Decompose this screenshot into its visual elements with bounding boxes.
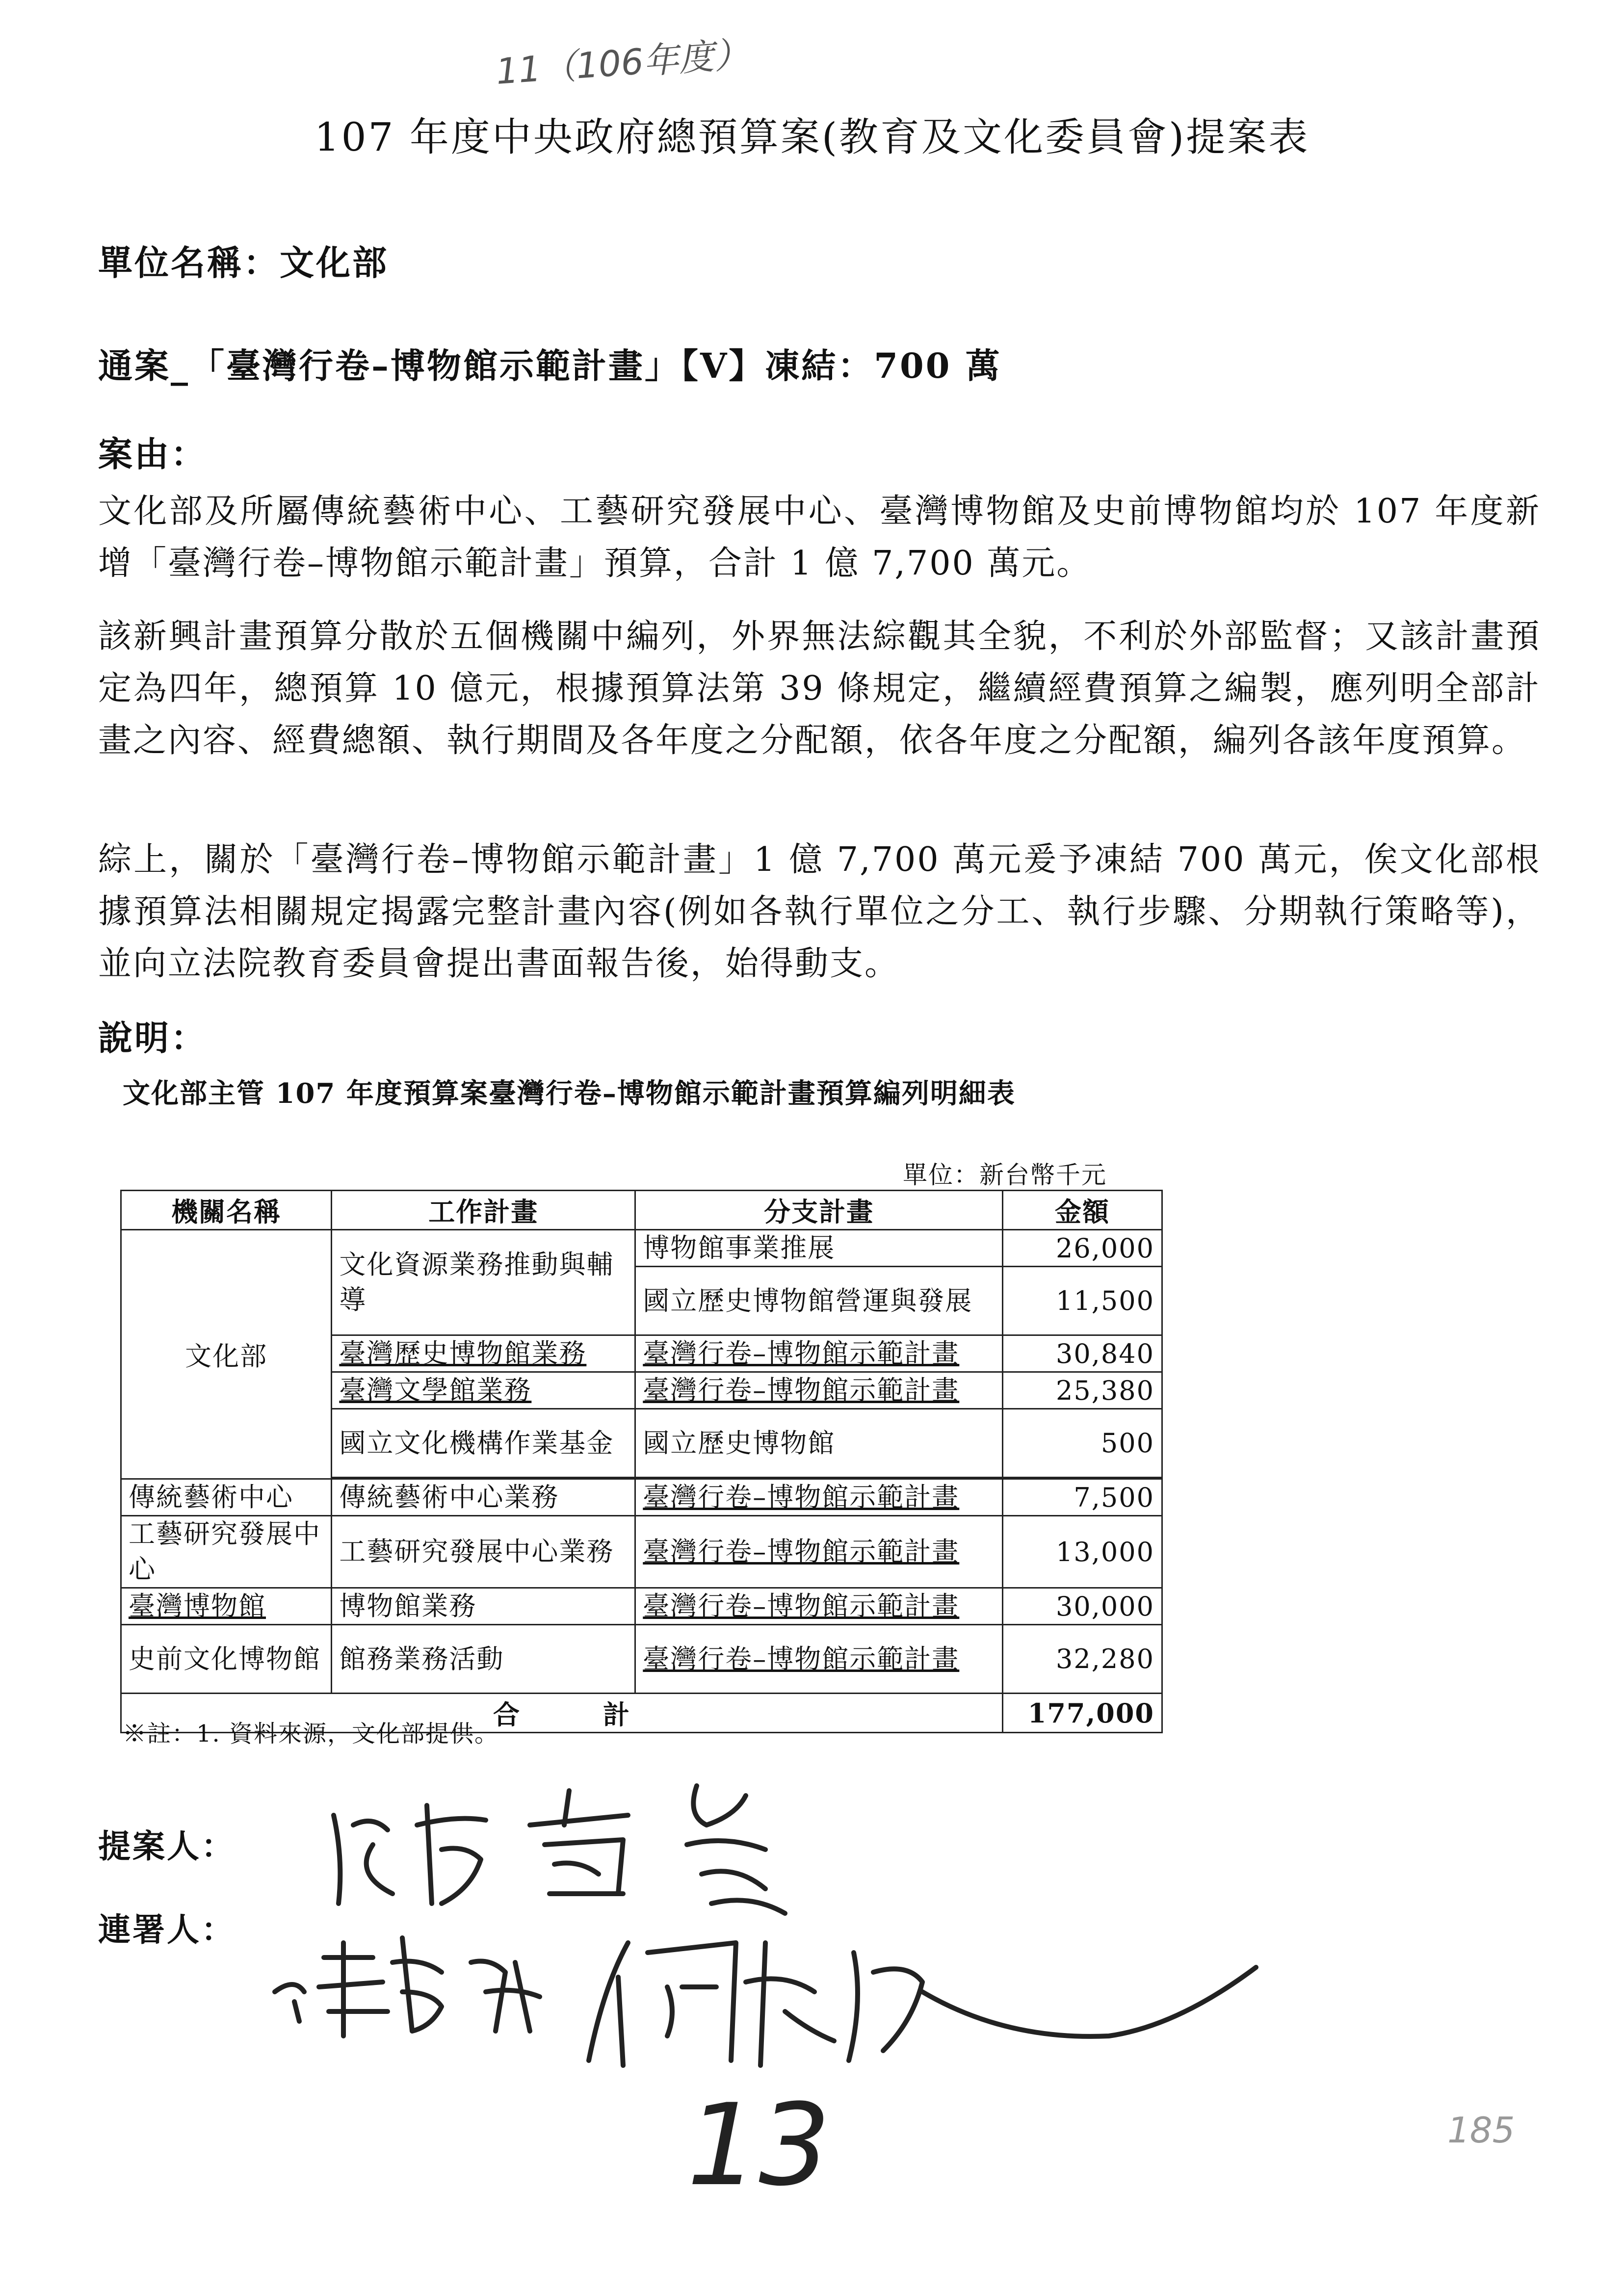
work-plan-cell: 臺灣文學館業務 — [332, 1372, 635, 1409]
branch-cell: 臺灣行卷–博物館示範計畫 — [635, 1335, 1003, 1372]
unit-name: 單位名稱：文化部 — [98, 242, 389, 283]
cosigner-signature-2 — [589, 1943, 1256, 2065]
case-line: 通案_「臺灣行卷–博物館示範計畫」【V】凍結：700 萬 — [98, 345, 1002, 386]
total-amount: 177,000 — [1003, 1694, 1162, 1733]
reason-paragraph-2: 該新興計畫預算分散於五個機關中編列，外界無法綜觀其全貌，不利於外部監督；又該計畫預定為四年，總預算 10 億元，根據預算法第 39 條規定，繼續經費預算之編製，應列明全部計畫之內容、經費總額、執行期間及各年度之分配額，依各年度之分配額，編列各該年度預算。 — [98, 617, 1541, 760]
work-plan-cell: 傳統藝術中心業務 — [332, 1479, 635, 1516]
cosigner-label: 連署人： — [98, 1910, 236, 1949]
agency-cell: 史前文化博物館 — [121, 1625, 332, 1694]
table-title: 文化部主管 107 年度預算案臺灣行卷–博物館示範計畫預算編列明細表 — [123, 1077, 1016, 1110]
header-branch: 分支計畫 — [635, 1191, 1003, 1230]
corner-mark: 185 — [1447, 2110, 1515, 2151]
amount-cell: 7,500 — [1003, 1479, 1162, 1516]
page-number: 13 — [687, 2080, 831, 2211]
cosigner-signature-1 — [275, 1938, 540, 2036]
proposer-signature — [334, 1786, 785, 1913]
table-note: ※註：1. 資料來源，文化部提供。 — [123, 1720, 499, 1748]
reason-paragraph-3: 綜上，關於「臺灣行卷–博物館示範計畫」1 億 7,700 萬元爰予凍結 700 萬元，俟文化部根據預算法相關規定揭露完整計畫內容(例如各執行單位之分工、執行步驟、分期執行策略等)，並向立法院教育委員會提出書面報告後，始得動支。 — [98, 840, 1541, 983]
reason-paragraph-1: 文化部及所屬傳統藝術中心、工藝研究發展中心、臺灣博物館及史前博物館均於 107 年度新增「臺灣行卷–博物館示範計畫」預算，合計 1 億 7,700 萬元。 — [98, 492, 1541, 583]
branch-cell: 國立歷史博物館營運與發展 — [635, 1267, 1003, 1335]
work-plan-cell: 文化資源業務推動與輔導 — [332, 1230, 635, 1335]
amount-cell: 11,500 — [1003, 1267, 1162, 1335]
branch-cell: 臺灣行卷–博物館示範計畫 — [635, 1479, 1003, 1516]
agency-cell: 文化部 — [121, 1230, 332, 1479]
amount-cell: 26,000 — [1003, 1230, 1162, 1267]
branch-cell: 臺灣行卷–博物館示範計畫 — [635, 1372, 1003, 1409]
agency-cell: 臺灣博物館 — [121, 1588, 332, 1625]
header-annotation: 11（106年度） — [495, 33, 751, 92]
amount-cell: 30,000 — [1003, 1588, 1162, 1625]
agency-cell: 工藝研究發展中心 — [121, 1516, 332, 1588]
explain-heading: 說明： — [98, 1018, 207, 1058]
table-unit: 單位：新台幣千元 — [903, 1161, 1107, 1189]
amount-cell: 32,280 — [1003, 1625, 1162, 1694]
header-amount: 金額 — [1003, 1191, 1162, 1230]
branch-cell: 國立歷史博物館 — [635, 1409, 1003, 1478]
amount-cell: 25,380 — [1003, 1372, 1162, 1409]
work-plan-cell: 國立文化機構作業基金 — [332, 1409, 635, 1478]
agency-cell: 傳統藝術中心 — [121, 1479, 332, 1516]
branch-cell: 臺灣行卷–博物館示範計畫 — [635, 1625, 1003, 1694]
reason-heading: 案由： — [98, 434, 207, 474]
total-label: 合 計 — [121, 1694, 1003, 1733]
amount-cell: 13,000 — [1003, 1516, 1162, 1588]
branch-cell: 博物館事業推展 — [635, 1230, 1003, 1267]
header-work-plan: 工作計畫 — [332, 1191, 635, 1230]
amount-cell: 500 — [1003, 1409, 1162, 1478]
work-plan-cell: 臺灣歷史博物館業務 — [332, 1335, 635, 1372]
branch-cell: 臺灣行卷–博物館示範計畫 — [635, 1588, 1003, 1625]
header-agency: 機關名稱 — [121, 1191, 332, 1230]
work-plan-cell: 工藝研究發展中心業務 — [332, 1516, 635, 1588]
work-plan-cell: 博物館業務 — [332, 1588, 635, 1625]
amount-cell: 30,840 — [1003, 1335, 1162, 1372]
page-title: 107 年度中央政府總預算案(教育及文化委員會)提案表 — [314, 114, 1310, 160]
work-plan-cell: 館務業務活動 — [332, 1625, 635, 1694]
branch-cell: 臺灣行卷–博物館示範計畫 — [635, 1516, 1003, 1588]
proposer-label: 提案人： — [98, 1827, 236, 1865]
